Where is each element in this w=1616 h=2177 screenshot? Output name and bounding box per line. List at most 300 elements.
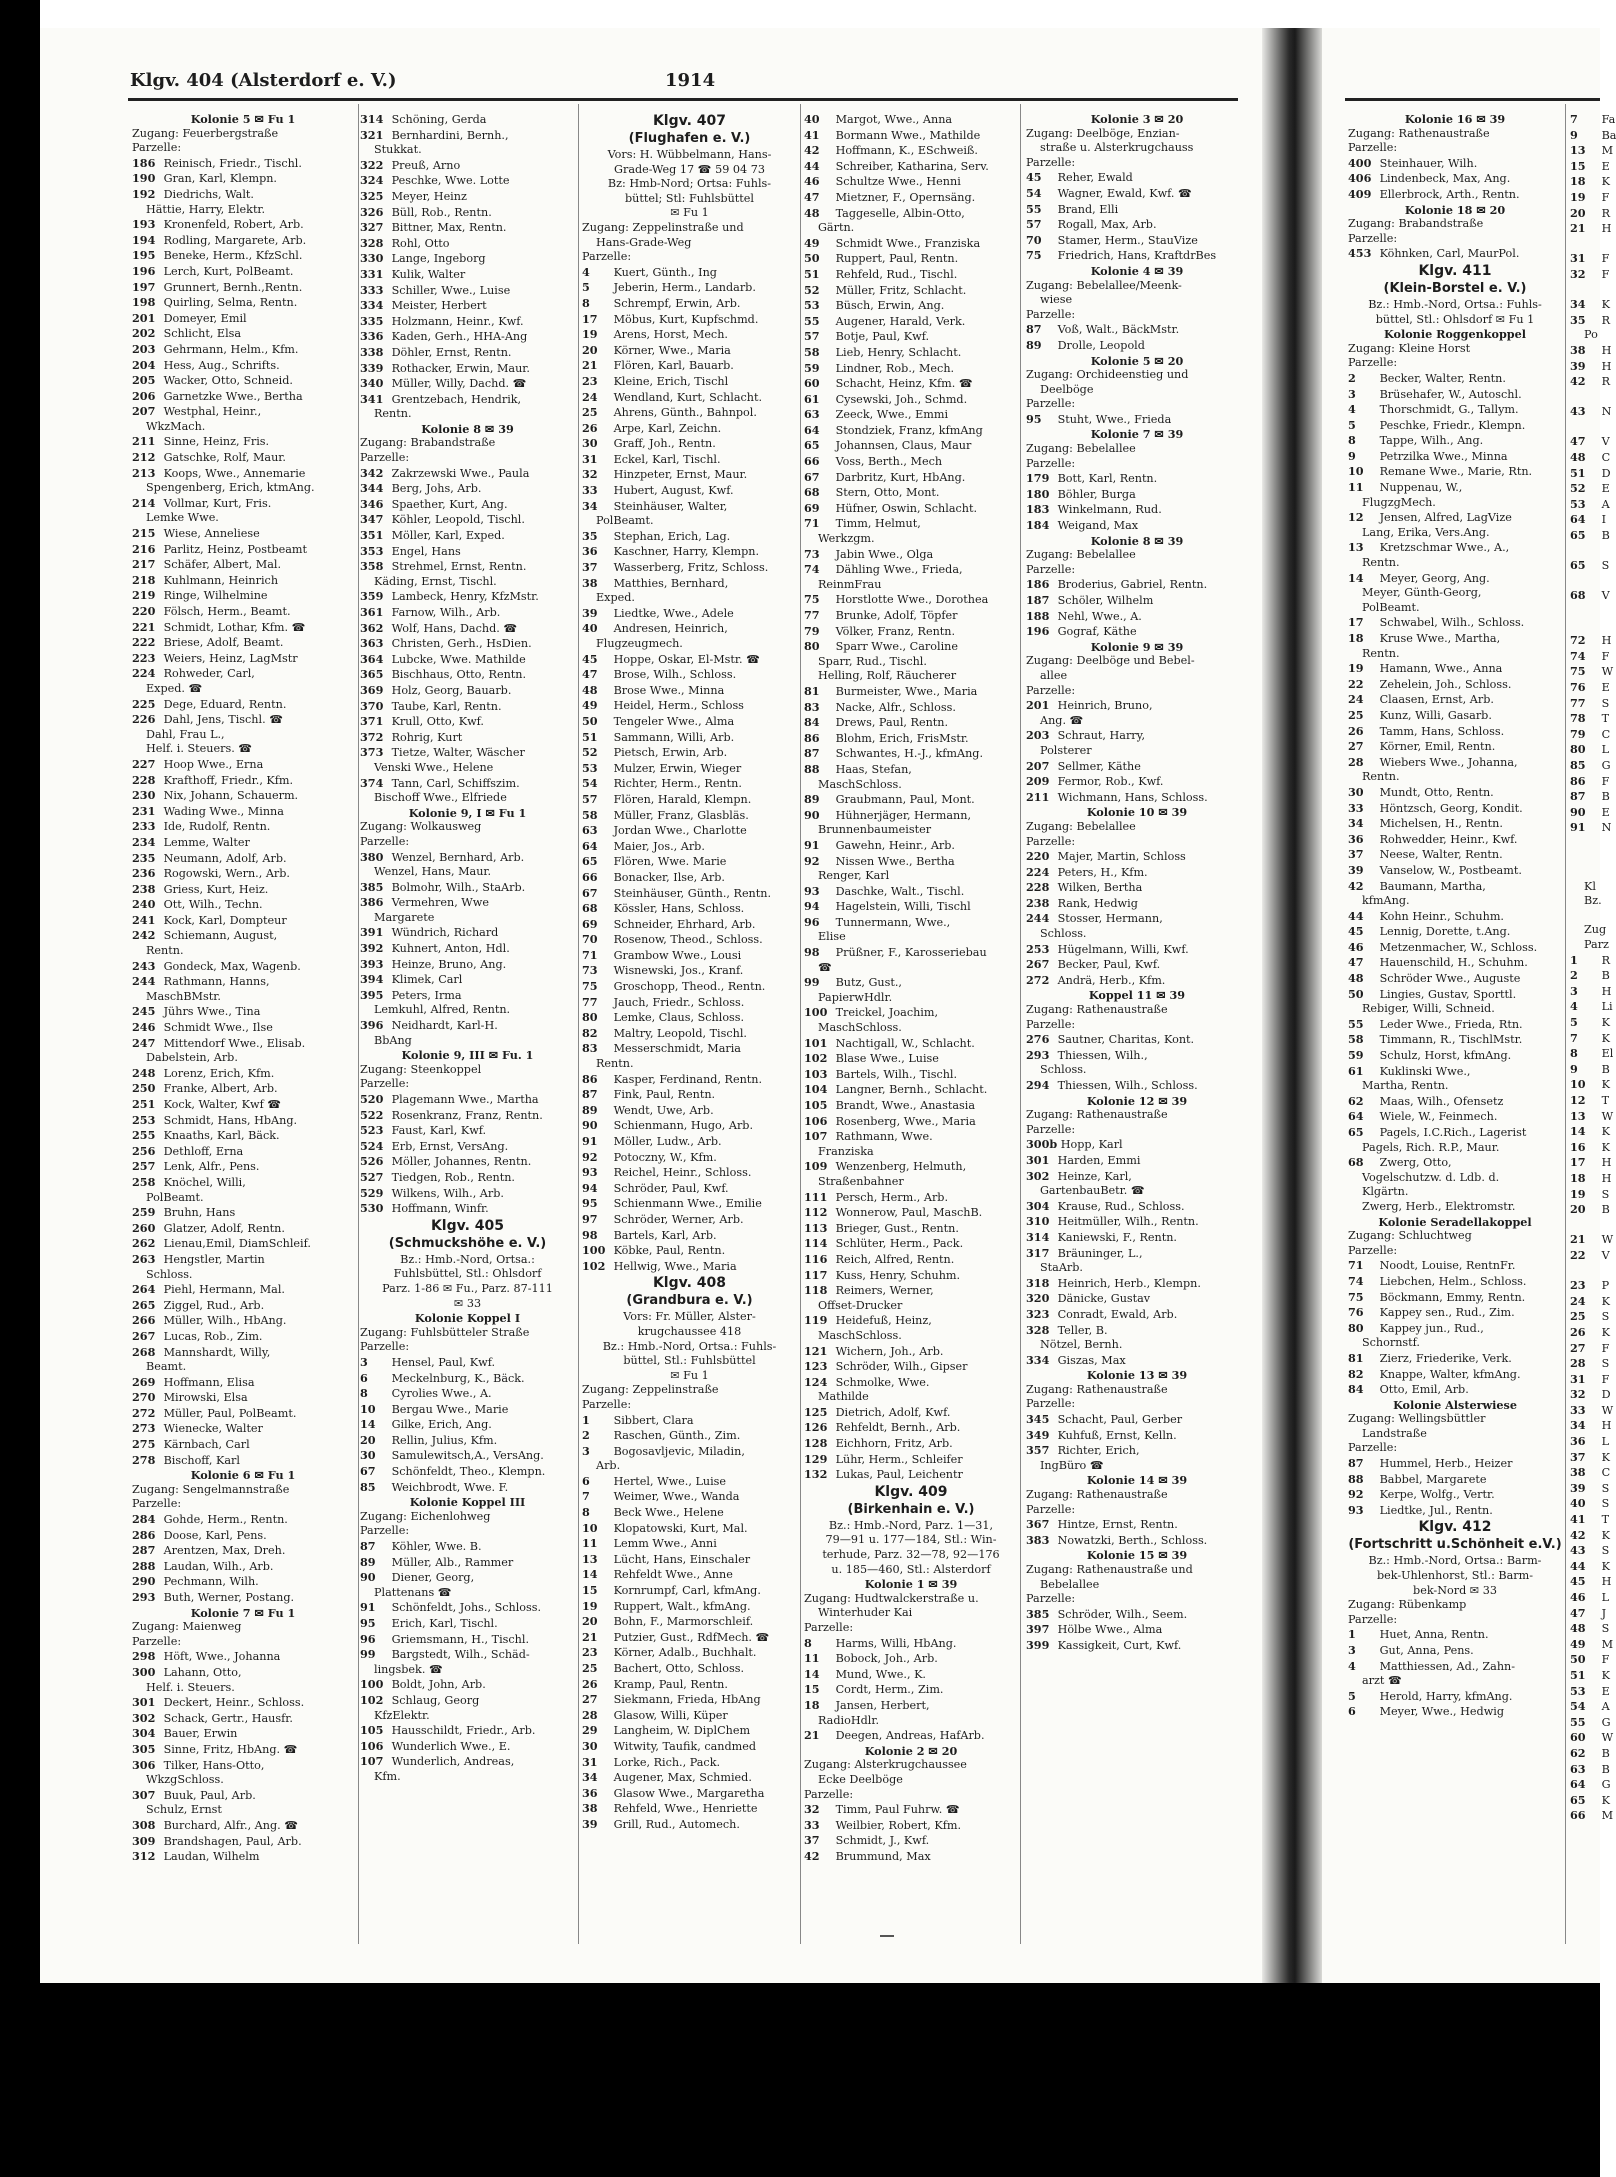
tenant-name: Schmolke, Wwe. [835, 1375, 930, 1389]
parcel-number: 211 [132, 434, 156, 449]
entry-line [360, 1186, 575, 1202]
tenant-name: Schwantes, H.-J., kfmAng. [835, 747, 984, 761]
parcel-number: 87 [804, 746, 820, 761]
entry-line [1348, 1048, 1562, 1064]
tenant-name: Gatschke, Rolf, Maur. [163, 451, 286, 465]
parcel-number: 370 [360, 698, 384, 713]
tenant-name: Koops, Wwe., Annemarie [163, 466, 306, 480]
colony-heading: Kolonie 8 ✉ 39 [1090, 533, 1184, 548]
continuation-line: Margarete [374, 910, 435, 924]
entry-line [132, 1236, 354, 1252]
parcel-number: 85 [1570, 757, 1586, 772]
parcel-number: 32 [1570, 266, 1586, 281]
tenant-name: Richter, Erich, [1057, 1444, 1140, 1458]
entry-line [1570, 1108, 1614, 1125]
entry-line [132, 1159, 354, 1175]
entry-line [132, 666, 354, 682]
parcel-number: 92 [1348, 1487, 1364, 1502]
parcel-number: 298 [132, 1649, 156, 1664]
parcel-number: 20 [582, 342, 598, 357]
parcel-number: 263 [132, 1251, 156, 1266]
continuation-line: Offset-Drucker [818, 1298, 903, 1312]
entry-line [1348, 571, 1562, 587]
parcel-number: 47 [804, 189, 820, 204]
parcel-number: 112 [804, 1205, 828, 1220]
entry-line [1026, 790, 1248, 806]
continuation-line: Brunnenbaumeister [818, 823, 932, 837]
entry-line [132, 358, 354, 374]
entry-line [1026, 911, 1248, 927]
access-label: Parzelle: [1026, 562, 1076, 576]
book-gutter [1262, 28, 1322, 1983]
parcel-number: 372 [360, 729, 384, 744]
parcel-number: 523 [360, 1123, 384, 1138]
parcel-number: 328 [1026, 1322, 1050, 1337]
tenant-name: Glatzer, Adolf, Rentn. [163, 1221, 285, 1235]
parcel-number: 302 [1026, 1168, 1050, 1183]
tenant-name: Schmidt, Lothar, Kfm. ☎ [163, 620, 306, 634]
tenant-name: F [1601, 1372, 1610, 1386]
tenant-name: Kassigkeit, Curt, Kwf. [1057, 1638, 1182, 1652]
entry-line [582, 499, 797, 515]
tenant-name: Johannsen, Claus, Maur [835, 439, 972, 453]
parcel-number: 101 [804, 1035, 828, 1050]
parcel-number: 28 [1570, 1356, 1586, 1371]
parcel-number: 46 [1570, 1590, 1586, 1604]
entry-line [804, 1375, 1018, 1391]
colony-heading: Kolonie 9, III ✉ Fu. 1 [401, 1048, 534, 1063]
parcel-number: 54 [582, 776, 598, 791]
parcel-number: 55 [1026, 201, 1042, 216]
parcel-number: 14 [360, 1417, 376, 1432]
parcel-number: 340 [360, 376, 384, 391]
parcel-number: 28 [1348, 754, 1364, 769]
entry-line [1570, 1387, 1611, 1403]
parcel-number: 276 [1026, 1032, 1050, 1047]
tenant-name: Wilkens, Wilh., Arb. [391, 1186, 504, 1200]
parcel-number: 201 [1026, 698, 1050, 713]
association-title: Klgv. 409 [874, 1483, 948, 1500]
parcel-number: 14 [1570, 1124, 1586, 1139]
parcel-number: 385 [360, 879, 384, 894]
tenant-name: Wasserberg, Fritz, Schloss. [613, 561, 769, 575]
entry-line [582, 1817, 797, 1833]
tenant-name: Brunke, Adolf, Töpfer [835, 609, 958, 622]
colony-heading: Kolonie 16 ✉ 39 [1404, 112, 1506, 126]
parcel-number: 409 [1348, 186, 1372, 201]
tenant-name: Noodt, Louise, RentnFr. [1379, 1259, 1516, 1273]
parcel-number: 2 [1348, 370, 1356, 385]
tenant-name: Meister, Herbert [391, 299, 487, 313]
parcel-number: 27 [1570, 1340, 1586, 1355]
tenant-name: Peters, H., Kfm. [1057, 865, 1148, 879]
tenant-name: Griess, Kurt, Heiz. [163, 882, 269, 896]
tenant-name: Putzier, Gust., RdfMech. ☎ [613, 1630, 770, 1644]
tenant-name: K [1601, 1294, 1610, 1308]
tenant-name: Butz, Gust., [835, 976, 902, 990]
parcel-number: 180 [1026, 486, 1050, 501]
parcel-number: 51 [1570, 1667, 1586, 1682]
parcel-number: 258 [132, 1174, 156, 1189]
entry-line [1348, 909, 1562, 925]
parcel-number: 83 [582, 1041, 598, 1056]
entry-line [132, 156, 354, 172]
entry-line [1348, 1472, 1562, 1488]
tenant-name: Arpe, Karl, Zeichn. [613, 421, 722, 435]
parcel-number: 336 [360, 329, 384, 344]
tenant-name: Hoop Wwe., Erna [163, 757, 264, 771]
parcel-number: 62 [1348, 1093, 1364, 1108]
entry-line [1348, 832, 1562, 848]
tenant-name: Rothacker, Erwin, Maur. [391, 361, 530, 375]
tenant-name: B [1601, 1203, 1610, 1217]
tenant-name: Babbel, Margarete [1379, 1472, 1487, 1486]
parcel-number: 38 [1570, 1465, 1586, 1480]
continuation-line [1570, 283, 1600, 298]
parcel-number: 198 [132, 295, 156, 310]
continuation-line: Helf. i. Steuers. ☎ [146, 742, 253, 756]
parcel-number: 21 [804, 1728, 820, 1743]
parcel-number: 73 [804, 546, 820, 561]
parcel-number: 49 [582, 698, 598, 713]
entry-line [804, 423, 1018, 439]
parcel-number: 49 [804, 235, 820, 250]
tenant-name: Lenk, Alfr., Pens. [163, 1160, 260, 1174]
tenant-name: Bachert, Otto, Schloss. [613, 1662, 744, 1675]
entry-line [1570, 1667, 1610, 1684]
tenant-name: Lieb, Henry, Schlacht. [835, 345, 962, 359]
tenant-name: Remane Wwe., Marie, Rtn. [1379, 465, 1533, 479]
parcel-number: 11 [582, 1536, 598, 1551]
parcel-number: 342 [360, 465, 384, 480]
entry-line [132, 1004, 354, 1020]
entry-line [804, 838, 1018, 854]
parcel-number: 43 [1570, 404, 1586, 419]
entry-line [132, 1711, 354, 1727]
entry-line [132, 1665, 354, 1681]
entry-line [1348, 371, 1562, 387]
entry-line [132, 1375, 354, 1391]
entry-line [804, 143, 1018, 159]
entry-line [360, 745, 575, 761]
entry-line [1348, 464, 1562, 480]
entry-line [132, 897, 354, 913]
tenant-name: Rehfeld, Rud., Tischl. [835, 267, 958, 281]
parcel-number: 39 [582, 1816, 598, 1831]
entry-line [1570, 1046, 1614, 1062]
tenant-name: K [1601, 1450, 1610, 1464]
entry-line [360, 361, 575, 377]
parcel-number: 60 [804, 376, 820, 391]
tenant-name: Taube, Karl, Rentn. [391, 699, 502, 713]
tenant-name: Brose, Wilh., Schloss. [613, 668, 737, 682]
entry-line [804, 562, 1018, 578]
tenant-name: Flören, Wwe. Marie [613, 855, 727, 869]
continuation-line [1570, 390, 1600, 405]
tenant-name: Boldt, John, Arb. [391, 1678, 486, 1692]
continuation-line: Werkzgm. [818, 532, 875, 546]
parcel-number: 339 [360, 360, 384, 375]
parcel-number: 224 [132, 666, 156, 681]
parcel-number: 35 [1570, 312, 1586, 327]
entry-line [804, 1405, 1018, 1421]
parcel-number: 293 [132, 1590, 156, 1604]
entry-line [1348, 449, 1562, 465]
parcel-number: 19 [1348, 661, 1364, 676]
continuation-line: Schloss. [1040, 927, 1087, 941]
tenant-name: Meyer, Wwe., Hedwig [1379, 1705, 1505, 1719]
parcel-number: 47 [582, 667, 598, 682]
parcel-number: 64 [1570, 1777, 1586, 1792]
parcel-number: 53 [804, 298, 820, 313]
tenant-name: Schreiber, Katharina, Serv. [835, 159, 989, 173]
entry-line [360, 1555, 575, 1571]
continuation-line [1570, 237, 1600, 252]
entry-line [582, 343, 797, 359]
tenant-name: Diedrichs, Walt. [163, 187, 254, 201]
parcel-number: 272 [132, 1405, 156, 1420]
continuation-line: PapierwHdlr. [818, 990, 893, 1004]
tenant-name: Jeberin, Herm., Landarb. [613, 281, 756, 295]
entry-line [360, 1570, 575, 1586]
parcel-number: 3 [360, 1354, 368, 1369]
parcel-number: 397 [1026, 1622, 1050, 1637]
parcel-number: 14 [582, 1567, 598, 1582]
entry-line [804, 762, 1018, 778]
parcel-number: 228 [132, 772, 156, 787]
parcel-number: 68 [1570, 588, 1586, 603]
entry-line [582, 870, 797, 886]
entry-line [582, 544, 797, 560]
entry-line [360, 1632, 575, 1648]
parcel-number: 55 [1570, 1714, 1586, 1729]
entry-line [1348, 1125, 1562, 1141]
parcel-number: 87 [1348, 1456, 1364, 1471]
parcel-number: 65 [582, 854, 598, 869]
tenant-name: Sammann, Willi, Arb. [613, 730, 735, 744]
entry-line [360, 466, 575, 482]
entry-line [804, 376, 1018, 392]
entry-line [132, 1834, 354, 1850]
continuation-line: Zug [1584, 923, 1607, 937]
access-label: Zugang: Rathenaustraße [1348, 126, 1490, 140]
tenant-name: Augener, Harald, Verk. [835, 314, 966, 328]
tenant-name: Rogowski, Wern., Arb. [163, 867, 290, 881]
association-info: bek-Uhlenhorst, Stl.: Barm- [1376, 1569, 1534, 1583]
entry-line [1570, 127, 1616, 144]
parcel-number: 219 [132, 588, 156, 603]
tenant-name: Schlicht, Elsa [163, 327, 242, 341]
tenant-name: Brose Wwe., Minna [613, 683, 725, 697]
entry-line [132, 526, 354, 542]
access-label: Zugang: Sengelmannstraße [132, 1482, 290, 1496]
entry-line [360, 497, 575, 513]
entry-line [1570, 1015, 1610, 1031]
entry-line [132, 620, 354, 636]
continuation-line: Bz. [1584, 894, 1602, 908]
tenant-name: Darbritz, Kurt, HbAng. [835, 470, 966, 484]
tenant-name: Neidhardt, Karl-H. [391, 1019, 498, 1033]
parcel-number: 58 [1348, 1032, 1364, 1047]
entry-line [1348, 692, 1562, 708]
tenant-name: Heidel, Herm., Schloss [613, 699, 744, 713]
entry-line [804, 516, 1018, 532]
tenant-name: H [1601, 1156, 1612, 1170]
parcel-number: 246 [132, 1020, 156, 1035]
entry-line [132, 773, 354, 789]
entry-line [132, 913, 354, 929]
tenant-name: Pietsch, Erwin, Arb. [613, 746, 728, 760]
tenant-name: Kunz, Willi, Gasarb. [1379, 708, 1492, 722]
entry-line [1570, 1077, 1610, 1093]
tenant-name: Herold, Harry, kfmAng. [1379, 1689, 1513, 1703]
parcel-number: 205 [132, 373, 156, 388]
tenant-name: K [1601, 1125, 1610, 1139]
tenant-name: Heinze, Karl, [1057, 1169, 1132, 1183]
association-info: Vors: H. Wübbelmann, Hans- [607, 148, 772, 161]
parcel-number: 12 [1348, 510, 1364, 525]
entry-line [360, 267, 575, 283]
entry-line [1348, 1290, 1562, 1306]
tenant-name: Maier, Jos., Arb. [613, 839, 705, 853]
access-label: Zugang: Deelböge und Bebel- [1026, 654, 1195, 668]
entry-line [132, 373, 354, 389]
entry-line [1570, 820, 1612, 836]
tenant-name: Siekmann, Frieda, HbAng [613, 1693, 761, 1707]
parcel-number: 48 [1570, 1621, 1586, 1636]
association-info: ✉ 33 [453, 1296, 482, 1310]
entry-line [1570, 1605, 1607, 1622]
entry-line [132, 804, 354, 820]
parcel-number: 93 [804, 883, 820, 898]
entry-line [1570, 465, 1611, 482]
access-label: Parzelle: [1348, 1441, 1398, 1455]
entry-line [804, 1236, 1018, 1252]
continuation-line [1570, 604, 1600, 619]
tenant-name: Wendt, Uwe, Arb. [613, 1103, 714, 1117]
parcel-number: 24 [582, 389, 598, 404]
entry-line [132, 280, 354, 296]
entry-line [1348, 1627, 1562, 1643]
tenant-name: Reimers, Werner, [835, 1284, 934, 1298]
parcel-number: 529 [360, 1185, 384, 1200]
entry-line [1570, 481, 1610, 497]
parcel-number: 266 [132, 1313, 156, 1328]
parcel-number: 6 [360, 1370, 368, 1385]
tenant-name: Westphal, Heinr., [163, 405, 262, 419]
colony-heading: Kolonie 1 ✉ 39 [864, 1577, 958, 1592]
parcel-number: 304 [132, 1726, 156, 1741]
parcel-number: 196 [132, 263, 156, 278]
continuation-line: Venski Wwe., Helene [374, 760, 494, 774]
parcel-number: 290 [132, 1574, 156, 1589]
entry-line [582, 698, 797, 714]
entry-line [582, 1567, 797, 1583]
entry-line [1570, 1155, 1612, 1171]
tenant-name: Tiedgen, Rob., Rentn. [391, 1170, 515, 1184]
tenant-name: Tengeler Wwe., Alma [613, 714, 735, 728]
continuation-line [1570, 836, 1600, 851]
parcel-number: 395 [360, 987, 384, 1002]
tenant-name: Kuhnert, Anton, Hdl. [391, 942, 510, 956]
tenant-name: Böhler, Burga [1057, 487, 1136, 501]
entry-line [804, 884, 1018, 900]
parcel-number: 400 [1348, 155, 1372, 170]
entry-line [1570, 1170, 1612, 1187]
parcel-number: 310 [1026, 1214, 1050, 1229]
entry-line [132, 1758, 354, 1774]
tenant-name: Ellerbrock, Arth., Rentn. [1379, 187, 1520, 201]
entry-line [360, 376, 575, 392]
tenant-name: H [1601, 343, 1612, 357]
tenant-name: Kruse Wwe., Martha, [1379, 632, 1501, 645]
parcel-number: 116 [804, 1251, 828, 1266]
tenant-name: Domeyer, Emil [163, 311, 247, 325]
tenant-name: Kuert, Günth., Ing [613, 265, 717, 279]
tenant-name: Broderius, Gabriel, Rentn. [1057, 578, 1208, 592]
parcel-number: 264 [132, 1282, 156, 1297]
parcel-number: 222 [132, 635, 156, 650]
tenant-name: Laudan, Wilh., Arb. [163, 1559, 274, 1573]
tenant-name: Baumann, Martha, [1379, 879, 1486, 893]
entry-line [582, 1692, 797, 1708]
entry-line [1570, 1480, 1610, 1497]
parcel-number: 80 [1570, 742, 1586, 757]
tenant-name: Jensen, Alfred, LagVize [1379, 511, 1512, 525]
tenant-name: Becker, Walter, Rentn. [1379, 371, 1506, 385]
tenant-name: Bonacker, Ilse, Arb. [613, 870, 725, 884]
entry-line [132, 819, 354, 835]
parcel-number: 75 [1026, 248, 1042, 263]
parcel-number: 102 [360, 1692, 384, 1707]
entry-line [582, 621, 797, 637]
entry-line [360, 189, 575, 205]
tenant-name: Weilbier, Robert, Kfm. [835, 1818, 962, 1832]
tenant-name: Treickel, Joachim, [835, 1006, 939, 1020]
parcel-number: 220 [1026, 849, 1050, 864]
tenant-name: Hamann, Wwe., Anna [1379, 662, 1503, 676]
entry-line [1570, 1124, 1610, 1140]
association-title: Klgv. 407 [652, 113, 727, 129]
tenant-name: Wonnerow, Paul, MaschB. [835, 1206, 983, 1220]
entry-line [1026, 248, 1248, 264]
tenant-name: Eichhorn, Fritz, Arb. [835, 1437, 953, 1451]
parcel-number: 82 [1348, 1366, 1364, 1381]
entry-line [1026, 471, 1248, 487]
tenant-name: El [1601, 1047, 1614, 1061]
entry-line [1570, 205, 1610, 222]
parcel-number: 2 [1570, 968, 1578, 983]
tenant-name: Wenzel, Bernhard, Arb. [391, 850, 525, 864]
entry-line [1570, 558, 1610, 574]
parcel-number: 34 [582, 498, 598, 513]
continuation-line: Rentn. [146, 944, 184, 958]
parcel-number: 197 [132, 279, 156, 294]
entry-line [804, 1268, 1018, 1284]
tenant-name: Preuß, Arno [391, 158, 461, 172]
access-label: Zugang: Zeppelinstraße und [582, 220, 744, 234]
parcel-number: 57 [582, 791, 598, 806]
tenant-name: Rohl, Otto [391, 236, 450, 250]
parcel-number: 6 [1348, 1704, 1356, 1719]
tenant-name: Petrzilka Wwe., Minna [1379, 449, 1508, 463]
entry-line [360, 1386, 575, 1402]
parcel-number: 10 [582, 1520, 598, 1535]
parcel-number: 68 [582, 901, 598, 916]
parcel-number: 91 [582, 1134, 598, 1148]
tenant-name: Kasper, Ferdinand, Rentn. [613, 1072, 763, 1086]
continuation-line: Renger, Karl [818, 869, 890, 883]
